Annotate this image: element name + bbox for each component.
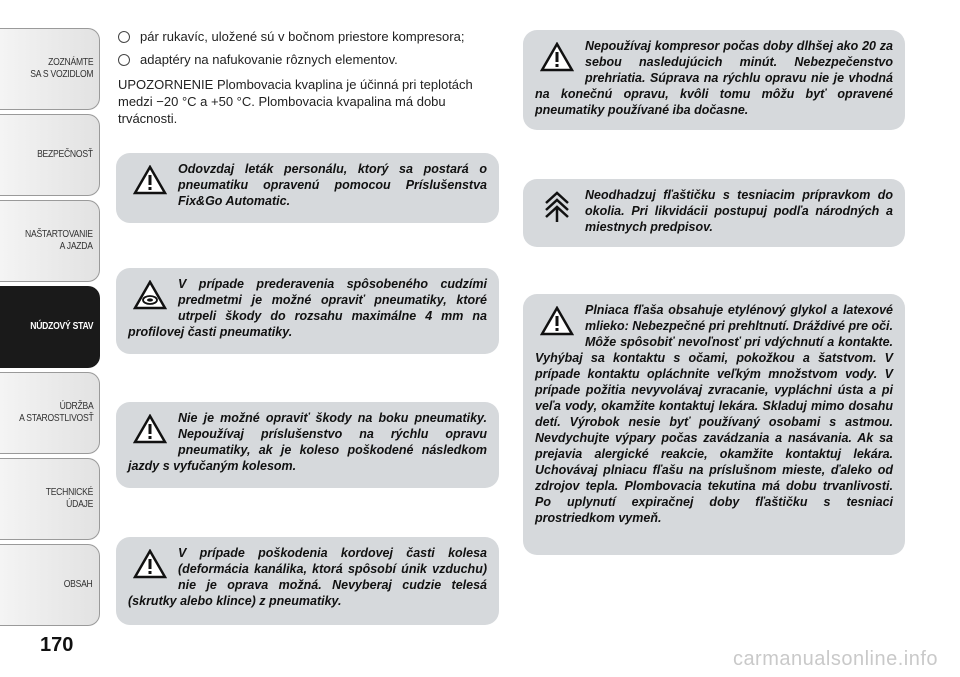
warning-box [116, 268, 499, 354]
warning-box [116, 153, 499, 223]
warning-box [523, 30, 905, 130]
list-item [118, 51, 508, 68]
page-number: 170 [40, 634, 74, 656]
tab-label: BEZPEČNOSŤ [37, 149, 93, 160]
warning-text: Nepoužívaj kompresor počas doby dlhšej ako 20 za sebou nasledujúcich minút. Nebezpečenstvo prehriatia. Súprava na rýchlu opravu nie je vhodná na konečnú opravu, kvôli tomu môžu byť opravené pneumatiky používané iba dočasne. [535, 39, 893, 117]
tab-label: ÚDRŽBA A STAROSTLIVOSŤ [18, 401, 94, 424]
warning-triangle-icon [128, 412, 172, 446]
bullet-text: pár rukavíc, uložené sú v bočnom priestore kompresora; [140, 29, 465, 44]
warning-triangle-icon [128, 163, 172, 197]
warning-triangle-icon [535, 40, 579, 74]
note-paragraph: UPOZORNENIE Plombovacia kvaplina je účinná pri teplotách medzi −20 °C a +50 °C. Plombovacia kvapalina má dobu trvácnosti. [118, 77, 473, 126]
tab-nastartovanie[interactable] [0, 200, 100, 282]
watermark: carmanualsonline.info [732, 648, 938, 670]
bullet-text: adaptéry na nafukovanie rôznych elementov. [140, 52, 398, 67]
warning-text: V prípade poškodenia kordovej časti kolesa (deformácia kanálika, ktorá spôsobí únik vzduchu) nie je oprava možná. Nevyberaj cudzie telesá (skrutky alebo klince) z pneumatiky. [128, 546, 487, 608]
warning-text: Nie je možné opraviť škody na boku pneumatiky. Nepoužívaj príslušenstvo na rýchlu opravu pneumatiky, ak je koleso poškodené následkom jazdy s vyfučaným kolesom. [128, 411, 487, 473]
tab-label: OBSAH [64, 579, 93, 590]
warning-triangle-icon [128, 547, 172, 581]
tab-obsah[interactable] [0, 544, 100, 626]
warning-text: Odovzdaj leták personálu, ktorý sa postará o pneumatiku opravenú pomocou Príslušenstva Fix&Go Automatic. [178, 162, 487, 208]
warning-box [116, 537, 499, 625]
warning-triangle-icon [535, 304, 579, 338]
tab-label: ZOZNÁMTE SA S VOZIDLOM [29, 57, 93, 80]
tab-label: NÚDZOVÝ STAV [29, 321, 93, 332]
tab-label: TECHNICKÉ ÚDAJE [45, 487, 93, 510]
bullet-circle-icon [118, 31, 130, 43]
warning-text: Plniaca fľaša obsahuje etylénový glykol a latexové mlieko: Nebezpečné pri prehltnutí. Dráždivé pre oči. Môže spôsobiť nevoľnosť pri vdýchnutí a kontakte. Vyhýbaj sa kontaktu s očami, pokožkou a šatstvom. V prípade kontaktu opláchnite veľkým množstvom vody. V prípade požitia nevyvolávaj zvracanie, vypláchni ústa a pi veľa vody, okamžite kontaktuj lekára. Skladuj mimo dosahu detí. Výrobok nesie byť používaný osobami s astmou. Nevdychujte výpary počas zavádzania a nasávania. Ak sa prejavia alergické reakcie, okamžite kontaktuj lekára. Uchovávaj plniacu fľašu na príslušnom mieste, ďaleko od zdrojov tepla. Plombovacia tekutina má dobu trvanlivosti. Po uplynutí expiračnej doby fľaštičku s tesniaci prostriedkom vymeň. [535, 303, 893, 525]
tab-zoznamte-sa[interactable] [0, 28, 100, 110]
warning-box [523, 179, 905, 247]
tab-nudzovy-stav[interactable] [0, 286, 100, 368]
bullet-list [118, 28, 508, 74]
list-item [118, 28, 508, 45]
warning-box [116, 402, 499, 488]
warning-box [523, 294, 905, 555]
warning-text: Neodhadzuj fľaštičku s tesniacim prípravkom do okolia. Pri likvidácii postupuj podľa národných a miestnych predpisov. [585, 188, 893, 234]
warning-text: V prípade prederavenia spôsobeného cudzími predmetmi je možné opraviť pneumatiky, ktoré utrpeli škody do rozsahu maximálne 4 mm na profilovej časti pneumatiky. [128, 277, 487, 339]
tab-label: NAŠTARTOVANIE A JAZDA [25, 229, 93, 252]
tab-bezpecnost[interactable] [0, 114, 100, 196]
tab-technicke-udaje[interactable] [0, 458, 100, 540]
environment-tree-icon [535, 189, 579, 223]
bullet-circle-icon [118, 54, 130, 66]
tab-udrzba[interactable] [0, 372, 100, 454]
tire-warning-icon [128, 278, 172, 312]
